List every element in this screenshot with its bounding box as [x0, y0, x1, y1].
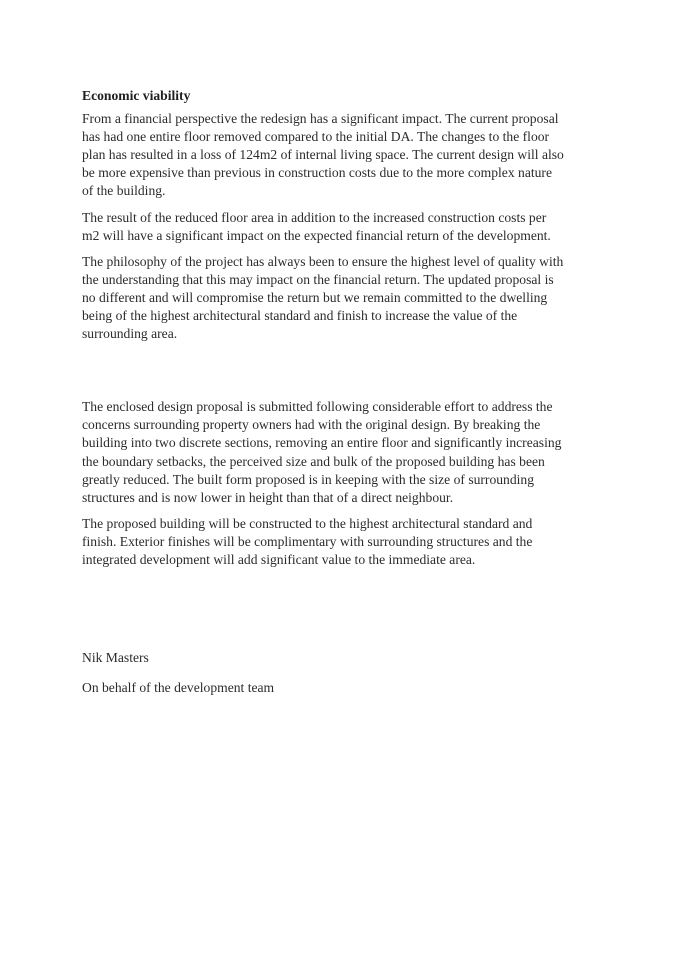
document-body — [82, 87, 592, 705]
signatory-role: On behalf of the development team — [82, 680, 275, 696]
signatory-name: Nik Masters — [82, 650, 149, 666]
paragraph-design-proposal: The enclosed design proposal is submitted following considerable effort to address the concerns surrounding property owners had with the original design. By breaking the building into two discrete sections, removing an entire floor and significantly increasing the boundary setbacks, the perceived size and bulk of the proposed building has been greatly reduced. The built form proposed is in keeping with the size of surrounding structures and is now lower in height than that of a direct neighbour. — [82, 399, 562, 505]
paragraph-project-philosophy: The philosophy of the project has always been to ensure the highest level of quality with the understanding that this may impact on the financial return. The updated proposal is no different and will compromise the return but we remain committed to the dwelling being of the highest architectural standard and finish to increase the value of the surrounding area. — [82, 253, 564, 342]
section-heading: Economic viability — [82, 88, 191, 103]
paragraph-financial-impact: From a financial perspective the redesign has a significant impact. The current proposal has had one entire floor removed compared to the initial DA. The changes to the floor plan has resulted in a loss of 124m2 of internal living space. The current design will also be more expensive than previous in construction costs due to the more complex nature of the building. — [82, 111, 564, 199]
spacer — [82, 577, 592, 649]
paragraph-architectural-standard: The proposed building will be constructed to the highest architectural standard and finish. Exterior finishes will be complimentary with surrounding structures and the integrated development will add significant value to the immediate area. — [82, 515, 533, 567]
spacer — [82, 351, 592, 398]
paragraph-reduced-floor-area: The result of the reduced floor area in addition to the increased construction costs per m2 will have a significant impact on the expected financial return of the development. — [82, 209, 551, 243]
